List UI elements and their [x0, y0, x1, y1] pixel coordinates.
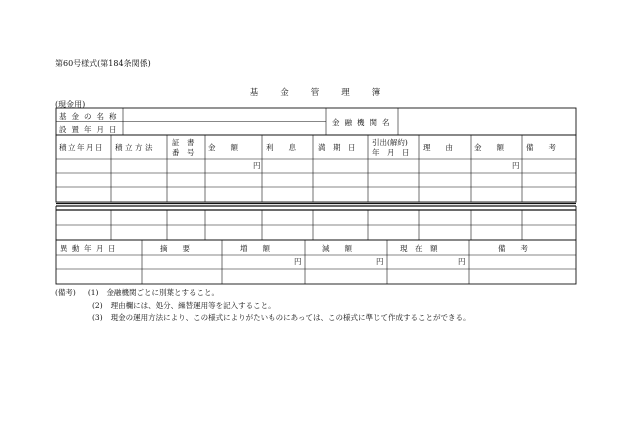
note-text: 理由欄には、処分、繰替運用等を記入すること。: [110, 300, 276, 310]
fund-name-label: 基金の名称: [59, 112, 122, 121]
institution-label: 金融機関名: [332, 118, 395, 127]
cash-label: (現金用): [55, 100, 86, 109]
col-maturity: 満 期 日: [318, 143, 356, 152]
title-char: 簿: [371, 88, 381, 98]
col-increase: 増 額: [240, 244, 270, 253]
unit-yen: 円: [458, 257, 466, 266]
col-amount2: 金 額: [474, 143, 504, 152]
title-char: 基: [249, 88, 259, 98]
col-interest: 利 息: [266, 143, 296, 152]
col-summary: 摘 要: [160, 244, 190, 253]
title-char: 理: [341, 88, 350, 98]
note-number: (1): [87, 288, 99, 297]
col-method: 積立方法: [115, 143, 155, 152]
note-number: (3): [92, 313, 103, 322]
note-row: [55, 287, 471, 300]
col-reason: 理 由: [423, 143, 453, 152]
unit-yen: 円: [294, 257, 302, 266]
col-amount: 金 額: [208, 143, 238, 152]
title-char: 管: [310, 88, 320, 98]
col-cert-line2: 番 号: [172, 148, 195, 157]
notes-label: (備考): [55, 288, 76, 297]
col-balance: 現 在 額: [400, 244, 438, 253]
note-number: (2): [92, 300, 103, 310]
col-withdrawal-line2: 年 月 日: [372, 148, 410, 157]
notes: [55, 287, 471, 325]
setup-date-label: 設置年月日: [59, 125, 122, 134]
col-change-date: 異動年月日: [60, 244, 120, 253]
note-row: [55, 312, 471, 325]
note-text: 現金の運用方法により、この様式によりがたいものにあっては、この様式に準じて作成することができる。: [110, 313, 471, 322]
col-decrease: 減 額: [322, 244, 352, 253]
col-cert-line1: 証 書: [172, 138, 195, 147]
col-deposit-date: 積立年月日: [59, 143, 104, 152]
unit-yen: 円: [376, 257, 384, 266]
title-char: 金: [280, 88, 289, 98]
form-number: 第60号様式(第184条関係): [55, 59, 151, 68]
col-change-remarks: 備 考: [498, 244, 528, 253]
unit-yen: 円: [512, 161, 520, 170]
note-row: [55, 300, 471, 313]
col-withdrawal-line1: 引出(解約): [372, 138, 408, 147]
unit-yen: 円: [253, 161, 261, 170]
note-text: 金融機関ごとに別葉とすること。: [106, 288, 219, 297]
col-remarks: 備 考: [526, 143, 556, 152]
